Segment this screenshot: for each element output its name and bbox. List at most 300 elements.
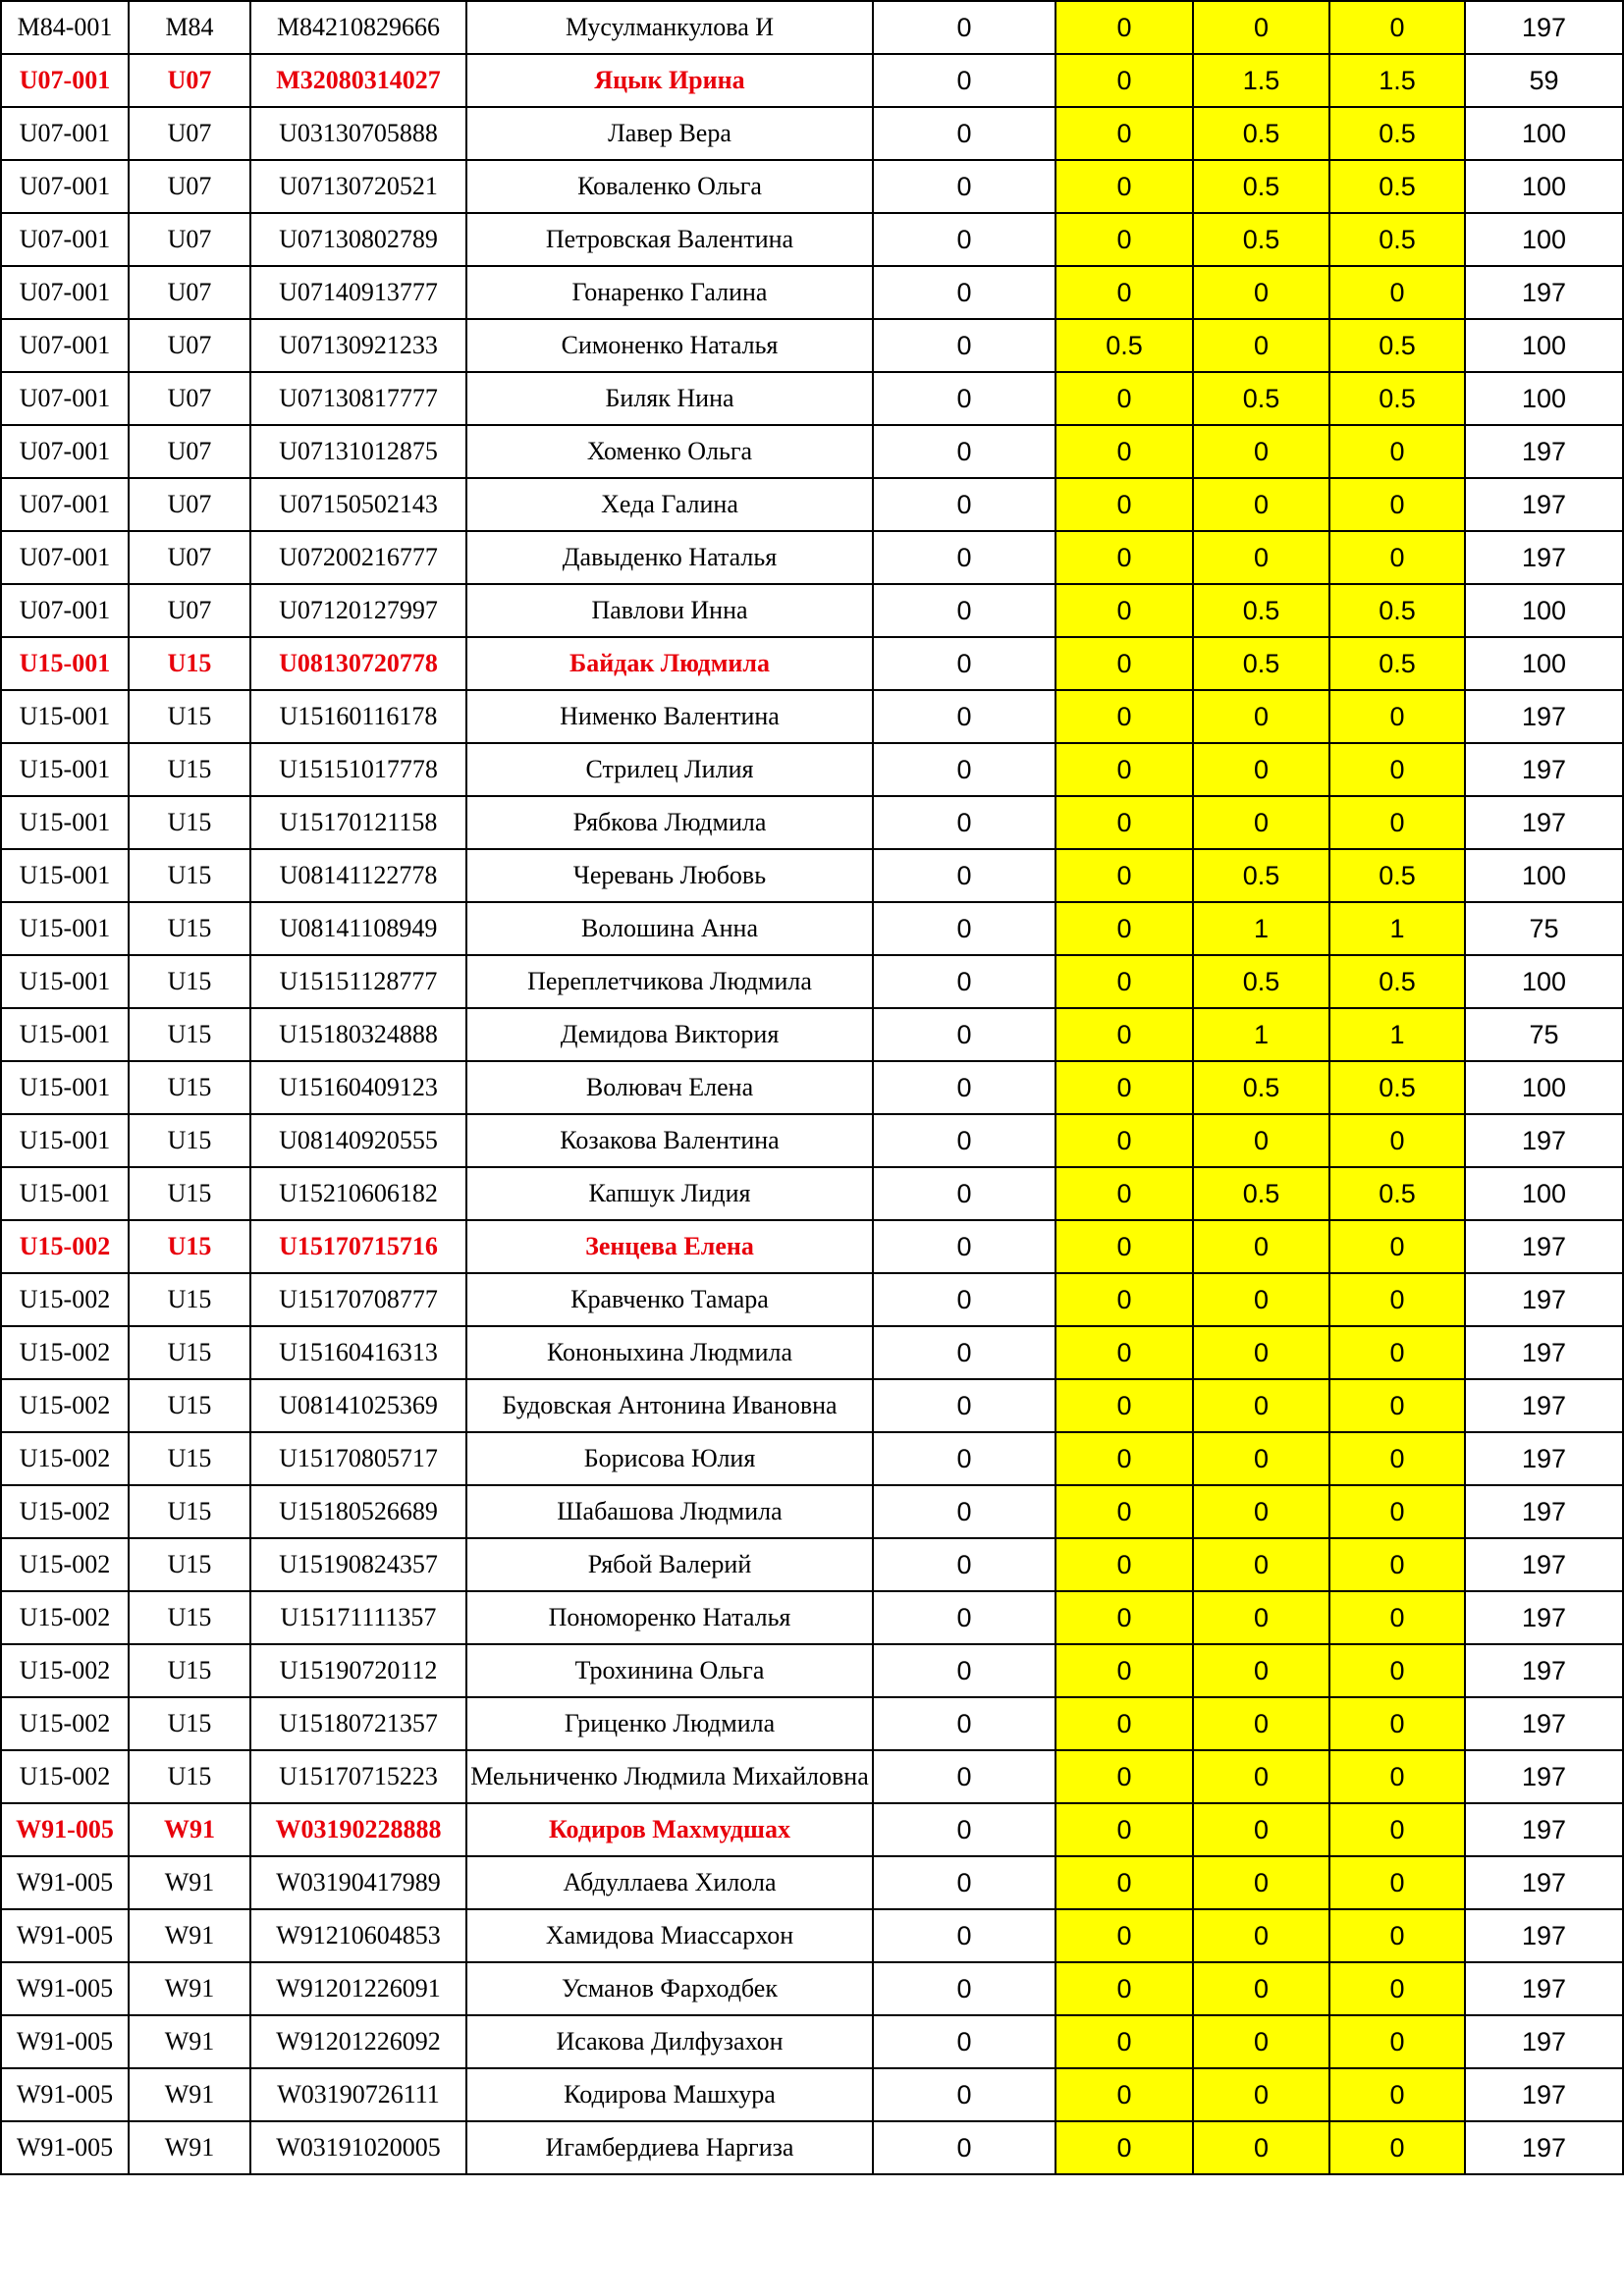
group-code-cell: U07-001 [1, 425, 129, 478]
value-3-cell: 0 [1193, 425, 1329, 478]
value-3-cell: 0 [1193, 1220, 1329, 1273]
region-code-cell: U15 [129, 1326, 250, 1379]
value-1-cell: 0 [873, 1273, 1056, 1326]
name-cell: Хоменко Ольга [466, 425, 873, 478]
value-2-cell: 0 [1056, 2121, 1193, 2174]
name-cell: Мусулманкулова И [466, 1, 873, 54]
region-code-cell: W91 [129, 1856, 250, 1909]
score-cell: 100 [1465, 1061, 1623, 1114]
score-cell: 197 [1465, 743, 1623, 796]
name-cell: Усманов Фарходбек [466, 1962, 873, 2015]
member-id-cell: U15180721357 [250, 1697, 466, 1750]
table-row [1, 2121, 1623, 2174]
value-3-cell: 0 [1193, 743, 1329, 796]
score-cell: 197 [1465, 1114, 1623, 1167]
value-total-cell: 0.5 [1329, 372, 1465, 425]
member-id-cell: U07130802789 [250, 213, 466, 266]
region-code-cell: U15 [129, 1379, 250, 1432]
value-2-cell: 0 [1056, 2015, 1193, 2068]
name-cell: Симоненко Наталья [466, 319, 873, 372]
group-code-cell: U15-002 [1, 1432, 129, 1485]
value-2-cell: 0 [1056, 1538, 1193, 1591]
value-2-cell: 0 [1056, 160, 1193, 213]
region-code-cell: U07 [129, 584, 250, 637]
region-code-cell: U15 [129, 1538, 250, 1591]
name-cell: Биляк Нина [466, 372, 873, 425]
table-row [1, 1432, 1623, 1485]
value-total-cell: 0 [1329, 743, 1465, 796]
member-id-cell: U15160416313 [250, 1326, 466, 1379]
value-total-cell: 0 [1329, 1379, 1465, 1432]
value-3-cell: 0 [1193, 478, 1329, 531]
table-row [1, 160, 1623, 213]
region-code-cell: U15 [129, 1220, 250, 1273]
member-id-cell: U07150502143 [250, 478, 466, 531]
value-total-cell: 0 [1329, 1856, 1465, 1909]
member-id-cell: U07131012875 [250, 425, 466, 478]
member-id-cell: U07130720521 [250, 160, 466, 213]
score-cell: 100 [1465, 319, 1623, 372]
value-1-cell: 0 [873, 1485, 1056, 1538]
value-2-cell: 0 [1056, 1273, 1193, 1326]
name-cell: Яцык Ирина [466, 54, 873, 107]
group-code-cell: U15-002 [1, 1273, 129, 1326]
table-row [1, 743, 1623, 796]
region-code-cell: U07 [129, 531, 250, 584]
value-1-cell: 0 [873, 1326, 1056, 1379]
table-row [1, 1962, 1623, 2015]
table-row [1, 2015, 1623, 2068]
value-total-cell: 0 [1329, 1538, 1465, 1591]
value-3-cell: 0.5 [1193, 213, 1329, 266]
group-code-cell: U15-002 [1, 1538, 129, 1591]
table-row [1, 1750, 1623, 1803]
region-code-cell: U15 [129, 743, 250, 796]
group-code-cell: W91-005 [1, 1962, 129, 2015]
value-3-cell: 0 [1193, 531, 1329, 584]
value-3-cell: 0 [1193, 266, 1329, 319]
score-cell: 100 [1465, 955, 1623, 1008]
value-2-cell: 0 [1056, 637, 1193, 690]
value-3-cell: 0 [1193, 2015, 1329, 2068]
value-2-cell: 0 [1056, 796, 1193, 849]
value-3-cell: 0 [1193, 1273, 1329, 1326]
score-cell: 197 [1465, 1432, 1623, 1485]
score-cell: 75 [1465, 902, 1623, 955]
group-code-cell: W91-005 [1, 1856, 129, 1909]
member-id-cell: U15210606182 [250, 1167, 466, 1220]
region-code-cell: U15 [129, 955, 250, 1008]
value-1-cell: 0 [873, 690, 1056, 743]
value-1-cell: 0 [873, 955, 1056, 1008]
score-cell: 197 [1465, 1750, 1623, 1803]
region-code-cell: U15 [129, 1061, 250, 1114]
value-2-cell: 0 [1056, 1697, 1193, 1750]
region-code-cell: W91 [129, 2068, 250, 2121]
member-id-cell: U15160409123 [250, 1061, 466, 1114]
value-1-cell: 0 [873, 1432, 1056, 1485]
value-1-cell: 0 [873, 637, 1056, 690]
value-total-cell: 0 [1329, 266, 1465, 319]
member-id-cell: U15180324888 [250, 1008, 466, 1061]
member-id-cell: U08141025369 [250, 1379, 466, 1432]
region-code-cell: U15 [129, 1273, 250, 1326]
value-1-cell: 0 [873, 372, 1056, 425]
score-cell: 197 [1465, 1326, 1623, 1379]
table-row [1, 1379, 1623, 1432]
table-row [1, 1644, 1623, 1697]
value-total-cell: 1 [1329, 902, 1465, 955]
group-code-cell: U07-001 [1, 54, 129, 107]
value-2-cell: 0 [1056, 690, 1193, 743]
value-3-cell: 0 [1193, 1909, 1329, 1962]
name-cell: Стрилец Лилия [466, 743, 873, 796]
value-1-cell: 0 [873, 1167, 1056, 1220]
value-total-cell: 0 [1329, 1909, 1465, 1962]
table-body [1, 1, 1623, 2174]
value-1-cell: 0 [873, 319, 1056, 372]
value-1-cell: 0 [873, 213, 1056, 266]
member-id-cell: M32080314027 [250, 54, 466, 107]
member-id-cell: U08130720778 [250, 637, 466, 690]
member-id-cell: U08141122778 [250, 849, 466, 902]
score-cell: 75 [1465, 1008, 1623, 1061]
value-1-cell: 0 [873, 478, 1056, 531]
score-cell: 100 [1465, 849, 1623, 902]
value-2-cell: 0 [1056, 584, 1193, 637]
value-1-cell: 0 [873, 1591, 1056, 1644]
value-3-cell: 0.5 [1193, 637, 1329, 690]
value-1-cell: 0 [873, 54, 1056, 107]
value-2-cell: 0 [1056, 531, 1193, 584]
region-code-cell: U15 [129, 1167, 250, 1220]
member-id-cell: M84210829666 [250, 1, 466, 54]
score-cell: 197 [1465, 1379, 1623, 1432]
value-3-cell: 0.5 [1193, 160, 1329, 213]
value-total-cell: 0 [1329, 2015, 1465, 2068]
group-code-cell: U07-001 [1, 372, 129, 425]
value-2-cell: 0 [1056, 107, 1193, 160]
group-code-cell: U15-002 [1, 1220, 129, 1273]
value-total-cell: 0.5 [1329, 955, 1465, 1008]
member-id-cell: U15171111357 [250, 1591, 466, 1644]
value-total-cell: 0.5 [1329, 1061, 1465, 1114]
value-total-cell: 0.5 [1329, 584, 1465, 637]
value-total-cell: 0 [1329, 1591, 1465, 1644]
member-id-cell: W91201226091 [250, 1962, 466, 2015]
group-code-cell: W91-005 [1, 2121, 129, 2174]
score-cell: 197 [1465, 1856, 1623, 1909]
region-code-cell: U15 [129, 690, 250, 743]
score-cell: 197 [1465, 2068, 1623, 2121]
value-2-cell: 0 [1056, 1803, 1193, 1856]
name-cell: Зенцева Елена [466, 1220, 873, 1273]
value-total-cell: 0.5 [1329, 107, 1465, 160]
value-1-cell: 0 [873, 2121, 1056, 2174]
value-1-cell: 0 [873, 796, 1056, 849]
name-cell: Давыденко Наталья [466, 531, 873, 584]
value-total-cell: 0 [1329, 1750, 1465, 1803]
table-row [1, 1273, 1623, 1326]
value-2-cell: 0 [1056, 1061, 1193, 1114]
region-code-cell: U07 [129, 107, 250, 160]
value-1-cell: 0 [873, 1909, 1056, 1962]
value-total-cell: 0.5 [1329, 213, 1465, 266]
value-3-cell: 0 [1193, 1538, 1329, 1591]
value-total-cell: 0 [1329, 1432, 1465, 1485]
group-code-cell: U15-001 [1, 743, 129, 796]
group-code-cell: U15-002 [1, 1326, 129, 1379]
score-cell: 197 [1465, 1962, 1623, 2015]
table-row [1, 690, 1623, 743]
value-3-cell: 1 [1193, 902, 1329, 955]
value-total-cell: 0 [1329, 1644, 1465, 1697]
value-1-cell: 0 [873, 584, 1056, 637]
value-total-cell: 0 [1329, 1485, 1465, 1538]
member-id-cell: U08141108949 [250, 902, 466, 955]
table-row [1, 266, 1623, 319]
member-id-cell: W03191020005 [250, 2121, 466, 2174]
region-code-cell: W91 [129, 1962, 250, 2015]
name-cell: Пономоренко Наталья [466, 1591, 873, 1644]
region-code-cell: U07 [129, 160, 250, 213]
member-id-cell: U15190720112 [250, 1644, 466, 1697]
name-cell: Кравченко Тамара [466, 1273, 873, 1326]
name-cell: Будовская Антонина Ивановна [466, 1379, 873, 1432]
table-row [1, 531, 1623, 584]
table-row [1, 1008, 1623, 1061]
value-total-cell: 0 [1329, 1114, 1465, 1167]
member-id-cell: W91201226092 [250, 2015, 466, 2068]
value-total-cell: 0.5 [1329, 637, 1465, 690]
value-3-cell: 0 [1193, 1803, 1329, 1856]
member-id-cell: U07130817777 [250, 372, 466, 425]
table-row [1, 584, 1623, 637]
table-row [1, 213, 1623, 266]
group-code-cell: U15-001 [1, 1061, 129, 1114]
table-row [1, 1, 1623, 54]
score-cell: 197 [1465, 1220, 1623, 1273]
value-total-cell: 0 [1329, 1273, 1465, 1326]
member-id-cell: U15190824357 [250, 1538, 466, 1591]
member-id-cell: W91210604853 [250, 1909, 466, 1962]
group-code-cell: U07-001 [1, 213, 129, 266]
table-row [1, 1591, 1623, 1644]
group-code-cell: U15-002 [1, 1697, 129, 1750]
region-code-cell: U15 [129, 1750, 250, 1803]
region-code-cell: U15 [129, 902, 250, 955]
score-cell: 197 [1465, 1, 1623, 54]
value-3-cell: 0.5 [1193, 1167, 1329, 1220]
score-cell: 197 [1465, 1485, 1623, 1538]
value-2-cell: 0.5 [1056, 319, 1193, 372]
value-total-cell: 0 [1329, 690, 1465, 743]
value-total-cell: 0 [1329, 531, 1465, 584]
value-2-cell: 0 [1056, 372, 1193, 425]
value-1-cell: 0 [873, 1, 1056, 54]
member-id-cell: U15151017778 [250, 743, 466, 796]
name-cell: Трохинина Ольга [466, 1644, 873, 1697]
value-3-cell: 0.5 [1193, 107, 1329, 160]
member-id-cell: U07140913777 [250, 266, 466, 319]
score-cell: 197 [1465, 425, 1623, 478]
value-3-cell: 0 [1193, 1432, 1329, 1485]
group-code-cell: W91-005 [1, 2015, 129, 2068]
name-cell: Мельниченко Людмила Михайловна [466, 1750, 873, 1803]
name-cell: Байдак Людмила [466, 637, 873, 690]
value-3-cell: 0.5 [1193, 955, 1329, 1008]
value-1-cell: 0 [873, 2015, 1056, 2068]
value-1-cell: 0 [873, 1008, 1056, 1061]
region-code-cell: U15 [129, 796, 250, 849]
region-code-cell: W91 [129, 1803, 250, 1856]
value-2-cell: 0 [1056, 849, 1193, 902]
region-code-cell: W91 [129, 2015, 250, 2068]
name-cell: Демидова Виктория [466, 1008, 873, 1061]
group-code-cell: U15-001 [1, 849, 129, 902]
table-row [1, 1114, 1623, 1167]
score-cell: 197 [1465, 2121, 1623, 2174]
value-2-cell: 0 [1056, 54, 1193, 107]
table-row [1, 796, 1623, 849]
value-3-cell: 0 [1193, 319, 1329, 372]
member-id-cell: W03190228888 [250, 1803, 466, 1856]
score-cell: 197 [1465, 531, 1623, 584]
value-total-cell: 0 [1329, 1803, 1465, 1856]
value-1-cell: 0 [873, 160, 1056, 213]
member-id-cell: U15170715716 [250, 1220, 466, 1273]
region-code-cell: U07 [129, 266, 250, 319]
region-code-cell: U15 [129, 1114, 250, 1167]
score-cell: 100 [1465, 1167, 1623, 1220]
region-code-cell: U15 [129, 1485, 250, 1538]
name-cell: Кодиров Махмудшах [466, 1803, 873, 1856]
group-code-cell: U07-001 [1, 266, 129, 319]
group-code-cell: U15-001 [1, 796, 129, 849]
group-code-cell: U07-001 [1, 160, 129, 213]
name-cell: Волошина Анна [466, 902, 873, 955]
name-cell: Волювач Елена [466, 1061, 873, 1114]
name-cell: Лавер Вера [466, 107, 873, 160]
member-id-cell: U08140920555 [250, 1114, 466, 1167]
member-id-cell: U15170805717 [250, 1432, 466, 1485]
score-cell: 100 [1465, 213, 1623, 266]
value-2-cell: 0 [1056, 1856, 1193, 1909]
value-1-cell: 0 [873, 1856, 1056, 1909]
value-total-cell: 0 [1329, 1220, 1465, 1273]
value-3-cell: 0 [1193, 2068, 1329, 2121]
value-2-cell: 0 [1056, 1644, 1193, 1697]
name-cell: Рябой Валерий [466, 1538, 873, 1591]
value-3-cell: 0 [1193, 1591, 1329, 1644]
member-id-cell: U15151128777 [250, 955, 466, 1008]
value-2-cell: 0 [1056, 1962, 1193, 2015]
value-2-cell: 0 [1056, 1485, 1193, 1538]
group-code-cell: U15-002 [1, 1644, 129, 1697]
group-code-cell: U15-001 [1, 902, 129, 955]
group-code-cell: U15-002 [1, 1591, 129, 1644]
value-3-cell: 0 [1193, 1856, 1329, 1909]
name-cell: Кодирова Машхура [466, 2068, 873, 2121]
value-total-cell: 1.5 [1329, 54, 1465, 107]
score-cell: 100 [1465, 637, 1623, 690]
score-cell: 100 [1465, 584, 1623, 637]
value-1-cell: 0 [873, 1697, 1056, 1750]
region-code-cell: U15 [129, 1591, 250, 1644]
value-2-cell: 0 [1056, 1909, 1193, 1962]
value-1-cell: 0 [873, 1379, 1056, 1432]
name-cell: Гонаренко Галина [466, 266, 873, 319]
score-cell: 197 [1465, 266, 1623, 319]
score-cell: 100 [1465, 372, 1623, 425]
value-2-cell: 0 [1056, 1432, 1193, 1485]
score-cell: 197 [1465, 478, 1623, 531]
value-total-cell: 0.5 [1329, 319, 1465, 372]
member-id-cell: U03130705888 [250, 107, 466, 160]
value-1-cell: 0 [873, 1220, 1056, 1273]
table-row [1, 955, 1623, 1008]
name-cell: Хамидова Миассархон [466, 1909, 873, 1962]
region-code-cell: W91 [129, 1909, 250, 1962]
group-code-cell: U15-002 [1, 1379, 129, 1432]
region-code-cell: U07 [129, 478, 250, 531]
table-row [1, 319, 1623, 372]
group-code-cell: U15-002 [1, 1485, 129, 1538]
value-3-cell: 1.5 [1193, 54, 1329, 107]
value-2-cell: 0 [1056, 425, 1193, 478]
score-cell: 197 [1465, 1803, 1623, 1856]
name-cell: Борисова Юлия [466, 1432, 873, 1485]
group-code-cell: U15-001 [1, 1167, 129, 1220]
group-code-cell: U15-001 [1, 955, 129, 1008]
value-2-cell: 0 [1056, 1591, 1193, 1644]
table-row [1, 478, 1623, 531]
value-3-cell: 0 [1193, 1962, 1329, 2015]
score-cell: 197 [1465, 690, 1623, 743]
value-3-cell: 0 [1193, 1, 1329, 54]
value-3-cell: 0.5 [1193, 372, 1329, 425]
score-cell: 197 [1465, 1273, 1623, 1326]
member-id-cell: U07120127997 [250, 584, 466, 637]
value-2-cell: 0 [1056, 213, 1193, 266]
table-row [1, 1803, 1623, 1856]
score-cell: 197 [1465, 1909, 1623, 1962]
group-code-cell: W91-005 [1, 1909, 129, 1962]
value-3-cell: 0 [1193, 1485, 1329, 1538]
member-id-cell: U15180526689 [250, 1485, 466, 1538]
group-code-cell: U15-001 [1, 690, 129, 743]
region-code-cell: U07 [129, 319, 250, 372]
value-1-cell: 0 [873, 425, 1056, 478]
value-total-cell: 0 [1329, 478, 1465, 531]
value-total-cell: 0 [1329, 1326, 1465, 1379]
region-code-cell: M84 [129, 1, 250, 54]
score-cell: 197 [1465, 1591, 1623, 1644]
value-1-cell: 0 [873, 1750, 1056, 1803]
table-row [1, 1220, 1623, 1273]
score-cell: 59 [1465, 54, 1623, 107]
member-id-cell: U15160116178 [250, 690, 466, 743]
group-code-cell: U07-001 [1, 531, 129, 584]
value-2-cell: 0 [1056, 266, 1193, 319]
member-id-cell: W03190726111 [250, 2068, 466, 2121]
value-1-cell: 0 [873, 266, 1056, 319]
name-cell: Нименко Валентина [466, 690, 873, 743]
group-code-cell: W91-005 [1, 2068, 129, 2121]
table-row [1, 902, 1623, 955]
region-code-cell: U15 [129, 1432, 250, 1485]
value-2-cell: 0 [1056, 955, 1193, 1008]
